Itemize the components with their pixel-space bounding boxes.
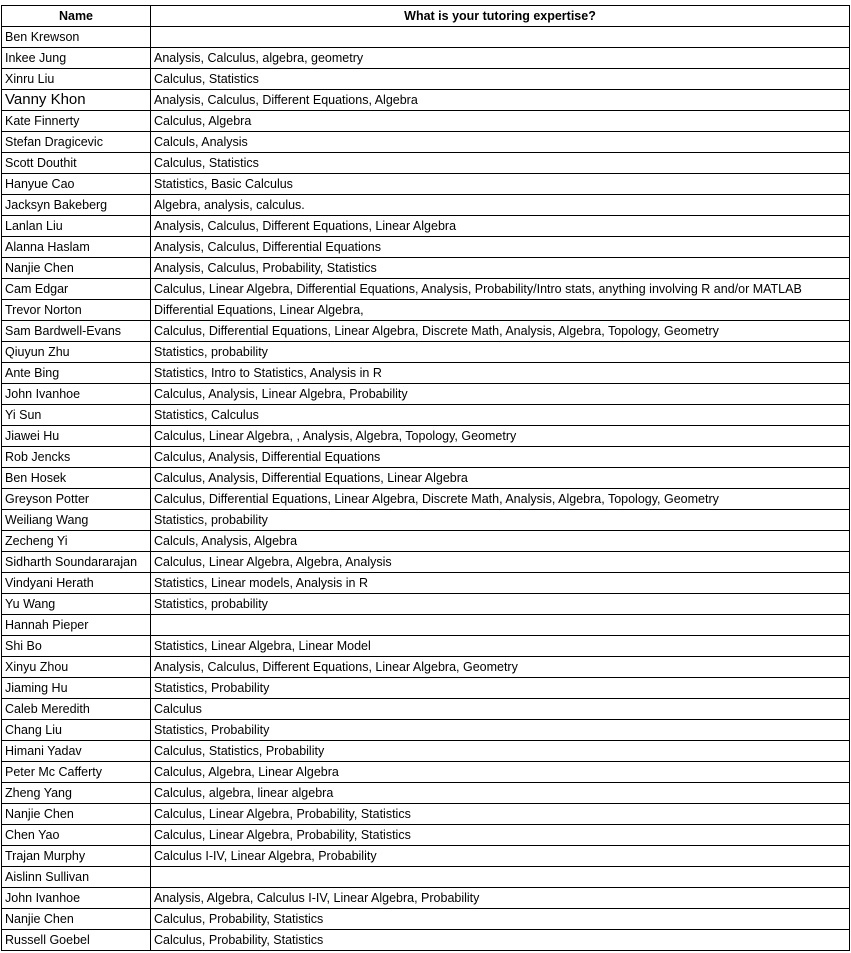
expertise-cell[interactable]: Statistics, Linear Algebra, Linear Model (151, 636, 850, 657)
expertise-cell[interactable]: Statistics, Intro to Statistics, Analysis in R (151, 363, 850, 384)
expertise-cell[interactable]: Calculus, Probability, Statistics (151, 909, 850, 930)
expertise-cell[interactable]: Calculus, Statistics (151, 153, 850, 174)
table-row (2, 825, 850, 846)
name-cell[interactable]: John Ivanhoe (2, 888, 151, 909)
table-row (2, 888, 850, 909)
name-column-header[interactable]: Name (2, 6, 151, 27)
name-cell[interactable]: Yu Wang (2, 594, 151, 615)
table-row (2, 132, 850, 153)
expertise-cell[interactable]: Calculus, Differential Equations, Linear Algebra, Discrete Math, Analysis, Algebra, Topology, Geometry (151, 489, 850, 510)
name-cell[interactable]: Qiuyun Zhu (2, 342, 151, 363)
table-row (2, 783, 850, 804)
expertise-cell[interactable]: Statistics, Probability (151, 678, 850, 699)
expertise-cell[interactable]: Calculus, Linear Algebra, Algebra, Analysis (151, 552, 850, 573)
expertise-cell[interactable]: Calculus, Linear Algebra, , Analysis, Algebra, Topology, Geometry (151, 426, 850, 447)
table-row (2, 531, 850, 552)
expertise-cell[interactable]: Statistics, Basic Calculus (151, 174, 850, 195)
name-cell[interactable]: Weiliang Wang (2, 510, 151, 531)
name-cell[interactable]: John Ivanhoe (2, 384, 151, 405)
expertise-cell[interactable] (151, 867, 850, 888)
table-row (2, 552, 850, 573)
name-cell[interactable]: Sam Bardwell-Evans (2, 321, 151, 342)
expertise-cell[interactable]: Statistics, Calculus (151, 405, 850, 426)
expertise-cell[interactable]: Calculus, Linear Algebra, Probability, Statistics (151, 825, 850, 846)
table-row (2, 363, 850, 384)
expertise-cell[interactable]: Statistics, Linear models, Analysis in R (151, 573, 850, 594)
name-cell[interactable]: Alanna Haslam (2, 237, 151, 258)
expertise-cell[interactable]: Analysis, Calculus, Differential Equations (151, 237, 850, 258)
table-row (2, 258, 850, 279)
name-cell[interactable]: Sidharth Soundararajan (2, 552, 151, 573)
expertise-cell[interactable]: Calculus, Linear Algebra, Probability, Statistics (151, 804, 850, 825)
name-cell[interactable]: Vanny Khon (2, 90, 151, 111)
table-row (2, 762, 850, 783)
name-cell[interactable]: Vindyani Herath (2, 573, 151, 594)
name-cell[interactable]: Inkee Jung (2, 48, 151, 69)
name-cell[interactable]: Kate Finnerty (2, 111, 151, 132)
expertise-column-header[interactable]: What is your tutoring expertise? (151, 6, 850, 27)
name-cell[interactable]: Lanlan Liu (2, 216, 151, 237)
name-cell[interactable]: Peter Mc Cafferty (2, 762, 151, 783)
table-row (2, 300, 850, 321)
expertise-cell[interactable]: Analysis, Algebra, Calculus I-IV, Linear Algebra, Probability (151, 888, 850, 909)
table-row (2, 384, 850, 405)
name-cell[interactable]: Hanyue Cao (2, 174, 151, 195)
name-cell[interactable]: Xinyu Zhou (2, 657, 151, 678)
name-cell[interactable]: Jiawei Hu (2, 426, 151, 447)
table-row (2, 405, 850, 426)
table-row (2, 27, 850, 48)
name-cell[interactable]: Nanjie Chen (2, 258, 151, 279)
expertise-cell[interactable]: Calculus, Analysis, Linear Algebra, Probability (151, 384, 850, 405)
name-cell[interactable]: Hannah Pieper (2, 615, 151, 636)
name-cell[interactable]: Chen Yao (2, 825, 151, 846)
header-row (2, 6, 850, 27)
spreadsheet (1, 5, 849, 951)
expertise-cell[interactable]: Calculus, Statistics, Probability (151, 741, 850, 762)
name-cell[interactable]: Zheng Yang (2, 783, 151, 804)
name-cell[interactable]: Chang Liu (2, 720, 151, 741)
table-row (2, 573, 850, 594)
expertise-cell[interactable]: Calculus (151, 699, 850, 720)
table-row (2, 636, 850, 657)
expertise-cell[interactable]: Calculs, Analysis (151, 132, 850, 153)
table-row (2, 678, 850, 699)
expertise-cell[interactable] (151, 27, 850, 48)
table-row (2, 111, 850, 132)
name-cell[interactable]: Aislinn Sullivan (2, 867, 151, 888)
table-row (2, 279, 850, 300)
table-row (2, 741, 850, 762)
expertise-cell[interactable]: Calculus I-IV, Linear Algebra, Probability (151, 846, 850, 867)
table-row (2, 930, 850, 951)
expertise-cell[interactable]: Calculus, Statistics (151, 69, 850, 90)
name-cell[interactable]: Jiaming Hu (2, 678, 151, 699)
table-row (2, 489, 850, 510)
table-row (2, 426, 850, 447)
expertise-cell[interactable]: Analysis, Calculus, Different Equations, Linear Algebra (151, 216, 850, 237)
expertise-cell[interactable]: Calculus, Differential Equations, Linear Algebra, Discrete Math, Analysis, Algebra, Topology, Geometry (151, 321, 850, 342)
table-row (2, 510, 850, 531)
name-cell[interactable]: Rob Jencks (2, 447, 151, 468)
expertise-cell[interactable]: Differential Equations, Linear Algebra, (151, 300, 850, 321)
table-row (2, 699, 850, 720)
table-row (2, 909, 850, 930)
name-cell[interactable]: Greyson Potter (2, 489, 151, 510)
table-row (2, 153, 850, 174)
table-row (2, 321, 850, 342)
table-row (2, 174, 850, 195)
table-row (2, 867, 850, 888)
table-row (2, 720, 850, 741)
name-cell[interactable]: Himani Yadav (2, 741, 151, 762)
table-row (2, 846, 850, 867)
name-cell[interactable]: Ben Krewson (2, 27, 151, 48)
table-body (2, 27, 850, 951)
table-row (2, 342, 850, 363)
name-cell[interactable]: Cam Edgar (2, 279, 151, 300)
table-row (2, 195, 850, 216)
name-cell[interactable]: Xinru Liu (2, 69, 151, 90)
expertise-cell[interactable]: Calculus, Probability, Statistics (151, 930, 850, 951)
name-cell[interactable]: Nanjie Chen (2, 804, 151, 825)
table-row (2, 804, 850, 825)
expertise-cell[interactable]: Statistics, probability (151, 594, 850, 615)
tutor-table (1, 5, 850, 951)
name-cell[interactable]: Ben Hosek (2, 468, 151, 489)
table-row (2, 447, 850, 468)
name-cell[interactable]: Nanjie Chen (2, 909, 151, 930)
table-row (2, 237, 850, 258)
table-row (2, 216, 850, 237)
expertise-cell[interactable]: Calculus, Algebra (151, 111, 850, 132)
expertise-cell[interactable]: Calculus, Analysis, Differential Equations, Linear Algebra (151, 468, 850, 489)
expertise-cell[interactable]: Statistics, probability (151, 342, 850, 363)
expertise-cell[interactable]: Analysis, Calculus, Different Equations, Linear Algebra, Geometry (151, 657, 850, 678)
expertise-cell[interactable]: Calculus, algebra, linear algebra (151, 783, 850, 804)
table-row (2, 69, 850, 90)
table-row (2, 468, 850, 489)
expertise-cell[interactable]: Calculus, Linear Algebra, Differential Equations, Analysis, Probability/Intro stats, anything involving R and/or MATLAB (151, 279, 850, 300)
name-cell[interactable]: Scott Douthit (2, 153, 151, 174)
expertise-cell[interactable]: Statistics, probability (151, 510, 850, 531)
name-cell[interactable]: Stefan Dragicevic (2, 132, 151, 153)
expertise-cell[interactable]: Analysis, Calculus, Probability, Statistics (151, 258, 850, 279)
table-row (2, 594, 850, 615)
name-cell[interactable]: Yi Sun (2, 405, 151, 426)
name-cell[interactable]: Zecheng Yi (2, 531, 151, 552)
name-cell[interactable]: Jacksyn Bakeberg (2, 195, 151, 216)
name-cell[interactable]: Ante Bing (2, 363, 151, 384)
name-cell[interactable]: Shi Bo (2, 636, 151, 657)
expertise-cell[interactable] (151, 615, 850, 636)
expertise-cell[interactable]: Analysis, Calculus, Different Equations, Algebra (151, 90, 850, 111)
expertise-cell[interactable]: Algebra, analysis, calculus. (151, 195, 850, 216)
table-row (2, 48, 850, 69)
expertise-cell[interactable]: Calculs, Analysis, Algebra (151, 531, 850, 552)
expertise-cell[interactable]: Calculus, Analysis, Differential Equations (151, 447, 850, 468)
name-cell[interactable]: Russell Goebel (2, 930, 151, 951)
name-cell[interactable]: Trajan Murphy (2, 846, 151, 867)
expertise-cell[interactable]: Calculus, Algebra, Linear Algebra (151, 762, 850, 783)
name-cell[interactable]: Caleb Meredith (2, 699, 151, 720)
expertise-cell[interactable]: Statistics, Probability (151, 720, 850, 741)
table-row (2, 657, 850, 678)
name-cell[interactable]: Trevor Norton (2, 300, 151, 321)
expertise-cell[interactable]: Analysis, Calculus, algebra, geometry (151, 48, 850, 69)
table-row (2, 615, 850, 636)
table-row (2, 90, 850, 111)
